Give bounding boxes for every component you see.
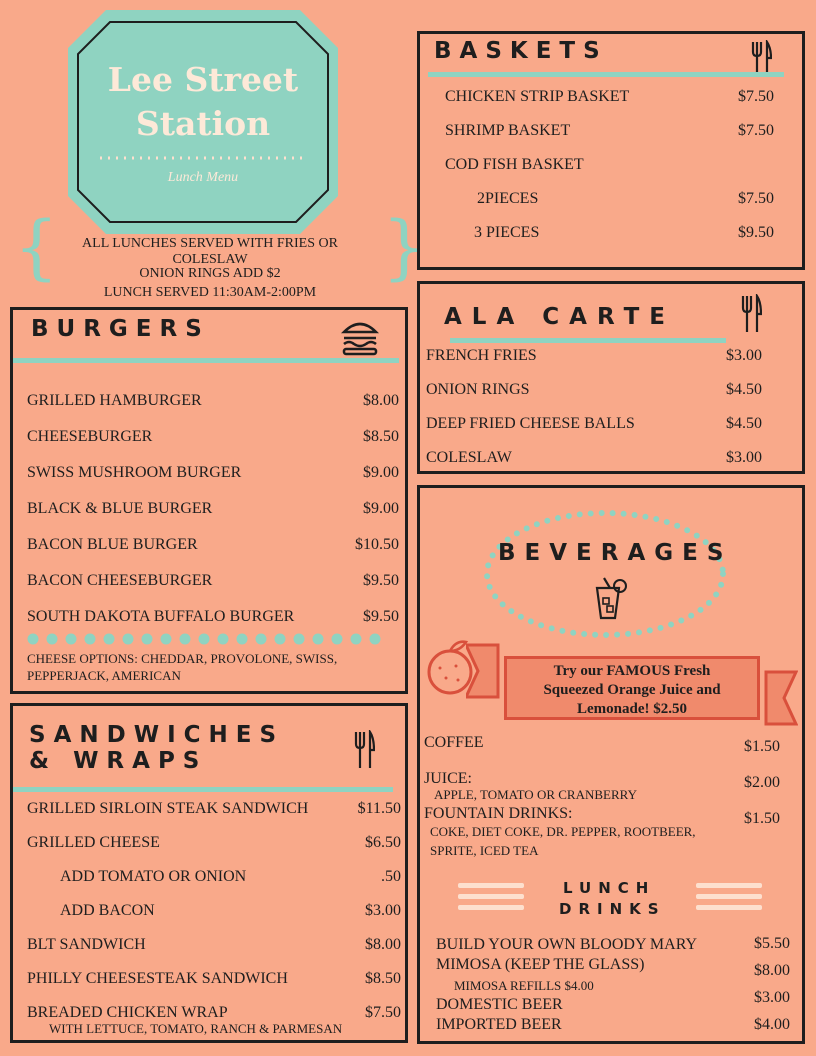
right-brace: } bbox=[382, 206, 427, 288]
menu-item-price: $7.50 bbox=[365, 1004, 401, 1021]
coffee-name: COFFEE bbox=[424, 734, 484, 751]
menu-item-name: COLESLAW bbox=[426, 449, 512, 466]
fork-knife-icon bbox=[750, 40, 772, 74]
menu-item-price: $8.50 bbox=[365, 970, 401, 987]
menu-item-price: $7.50 bbox=[738, 122, 774, 139]
promo-line1: Try our FAMOUS Fresh bbox=[553, 663, 711, 679]
menu-item-name: CHEESEBURGER bbox=[27, 428, 153, 445]
menu-item-price: $8.50 bbox=[363, 428, 399, 445]
menu-item-name: COD FISH BASKET bbox=[445, 156, 584, 173]
coffee-price: $1.50 bbox=[744, 738, 780, 755]
menu-item-name: IMPORTED BEER bbox=[436, 1016, 562, 1033]
notes-line2: COLESLAW bbox=[172, 252, 248, 267]
burger-icon bbox=[341, 316, 379, 356]
fork-knife-icon bbox=[740, 294, 762, 334]
ribbon-right bbox=[764, 668, 798, 732]
menu-item-price: $3.00 bbox=[726, 449, 762, 466]
menu-item-name: PHILLY CHEESESTEAK SANDWICH bbox=[27, 970, 288, 987]
cheese-options-line1: CHEESE OPTIONS: CHEDDAR, PROVOLONE, SWISS, bbox=[27, 651, 338, 666]
mimosa-refills: MIMOSA REFILLS $4.00 bbox=[454, 978, 594, 993]
ribbon-left bbox=[466, 641, 500, 705]
menu-item-name: ADD BACON bbox=[60, 902, 155, 919]
promo-line3: Lemonade! $2.50 bbox=[577, 701, 687, 717]
beverages-title: BEVERAGES bbox=[498, 540, 733, 566]
fountain-detail-line2: SPRITE, ICED TEA bbox=[430, 843, 539, 858]
left-brace: { bbox=[14, 206, 59, 288]
menu-item-name: ONION RINGS bbox=[426, 381, 530, 398]
dotted-oval bbox=[480, 506, 733, 642]
menu-item-name: BLACK & BLUE BURGER bbox=[27, 500, 213, 517]
menu-item-price: $5.50 bbox=[754, 935, 790, 952]
menu-item-name: FRENCH FRIES bbox=[426, 347, 537, 364]
cheese-options-line2: PEPPERJACK, AMERICAN bbox=[27, 668, 181, 683]
sandwiches-title-line1: SANDWICHES bbox=[29, 722, 285, 748]
logo-title-line1: Lee Street bbox=[107, 60, 299, 99]
menu-item-name: GRILLED SIRLOIN STEAK SANDWICH bbox=[27, 800, 309, 817]
menu-item-name: BUILD YOUR OWN BLOODY MARY bbox=[436, 936, 698, 953]
baskets-rule bbox=[428, 72, 784, 77]
promo-banner bbox=[504, 656, 760, 720]
dot-divider bbox=[27, 633, 397, 645]
menu-item-name: MIMOSA (KEEP THE GLASS) bbox=[436, 956, 645, 973]
juice-price: $2.00 bbox=[744, 774, 780, 791]
menu-item-name: CHICKEN STRIP BASKET bbox=[445, 88, 630, 105]
menu-item-price: $9.00 bbox=[363, 500, 399, 517]
burgers-rule bbox=[13, 358, 399, 363]
wrap-note: WITH LETTUCE, TOMATO, RANCH & PARMESAN bbox=[49, 1021, 343, 1036]
menu-item-price: $8.00 bbox=[365, 936, 401, 953]
menu-item-price: $9.50 bbox=[738, 224, 774, 241]
sandwiches-title-line2: & WRAPS bbox=[29, 748, 208, 774]
logo-subtitle: Lunch Menu bbox=[167, 170, 239, 185]
menu-item-price: $4.50 bbox=[726, 381, 762, 398]
alacarte-section bbox=[417, 281, 805, 474]
baskets-section bbox=[417, 31, 805, 270]
menu-item-name: SHRIMP BASKET bbox=[445, 122, 571, 139]
menu-item-name: BREADED CHICKEN WRAP bbox=[27, 1004, 228, 1021]
menu-item-price: $3.00 bbox=[365, 902, 401, 919]
menu-item-name: BACON BLUE BURGER bbox=[27, 536, 198, 553]
menu-item-price: .50 bbox=[381, 868, 401, 885]
menu-item-name: DOMESTIC BEER bbox=[436, 996, 563, 1013]
cocktail-icon bbox=[594, 576, 628, 620]
menu-item-price: $4.50 bbox=[726, 415, 762, 432]
menu-item-name: DEEP FRIED CHEESE BALLS bbox=[426, 415, 635, 432]
menu-item-price: $8.00 bbox=[754, 962, 790, 979]
menu-item-name: GRILLED HAMBURGER bbox=[27, 392, 202, 409]
menu-item-name: ADD TOMATO OR ONION bbox=[60, 868, 247, 885]
sandwiches-rule bbox=[13, 787, 393, 792]
lunch-drinks-title-line2: DRINKS bbox=[559, 900, 666, 918]
fountain-name: FOUNTAIN DRINKS: bbox=[424, 805, 573, 822]
juice-detail: APPLE, TOMATO OR CRANBERRY bbox=[434, 787, 637, 802]
menu-item-price: $3.00 bbox=[726, 347, 762, 364]
menu-item-name: 2PIECES bbox=[477, 190, 539, 207]
fork-knife-icon bbox=[353, 730, 375, 770]
menu-item-price: $9.50 bbox=[363, 608, 399, 625]
fountain-detail-line1: COKE, DIET COKE, DR. PEPPER, ROOTBEER, bbox=[430, 824, 696, 839]
menu-item-name: SWISS MUSHROOM BURGER bbox=[27, 464, 242, 481]
menu-item-name: BLT SANDWICH bbox=[27, 936, 146, 953]
menu-item-price: $4.00 bbox=[754, 1016, 790, 1033]
menu-item-price: $6.50 bbox=[365, 834, 401, 851]
promo-line2: Squeezed Orange Juice and bbox=[543, 682, 721, 698]
burgers-title: BURGERS bbox=[31, 316, 210, 342]
sandwiches-section bbox=[10, 703, 408, 1043]
baskets-title: BASKETS bbox=[434, 38, 608, 64]
notes-line3: ONION RINGS ADD $2 bbox=[139, 266, 281, 281]
beverages-section bbox=[417, 485, 805, 1044]
menu-item-price: $9.50 bbox=[363, 572, 399, 589]
stripes-left bbox=[458, 883, 524, 916]
menu-item-name: SOUTH DAKOTA BUFFALO BURGER bbox=[27, 608, 295, 625]
menu-item-price: $7.50 bbox=[738, 190, 774, 207]
alacarte-rule bbox=[450, 338, 726, 343]
menu-item-price: $11.50 bbox=[357, 800, 401, 817]
menu-item-price: $8.00 bbox=[363, 392, 399, 409]
menu-item-name: GRILLED CHEESE bbox=[27, 834, 160, 851]
logo-title-line2: Station bbox=[135, 104, 271, 143]
menu-item-price: $7.50 bbox=[738, 88, 774, 105]
stripes-right bbox=[696, 883, 762, 916]
burgers-section bbox=[10, 307, 408, 694]
juice-name: JUICE: bbox=[424, 770, 472, 787]
notes-line1: ALL LUNCHES SERVED WITH FRIES OR bbox=[82, 236, 338, 251]
menu-item-name: 3 PIECES bbox=[474, 224, 540, 241]
menu-item-price: $3.00 bbox=[754, 989, 790, 1006]
menu-item-name: BACON CHEESEBURGER bbox=[27, 572, 213, 589]
logo-badge bbox=[66, 8, 340, 236]
menu-item-price: $9.00 bbox=[363, 464, 399, 481]
fountain-price: $1.50 bbox=[744, 810, 780, 827]
notes-line4: LUNCH SERVED 11:30AM-2:00PM bbox=[103, 285, 317, 300]
lunch-drinks-title-line1: LUNCH bbox=[563, 879, 656, 897]
alacarte-title: ALA CARTE bbox=[444, 304, 676, 330]
menu-item-price: $10.50 bbox=[355, 536, 399, 553]
